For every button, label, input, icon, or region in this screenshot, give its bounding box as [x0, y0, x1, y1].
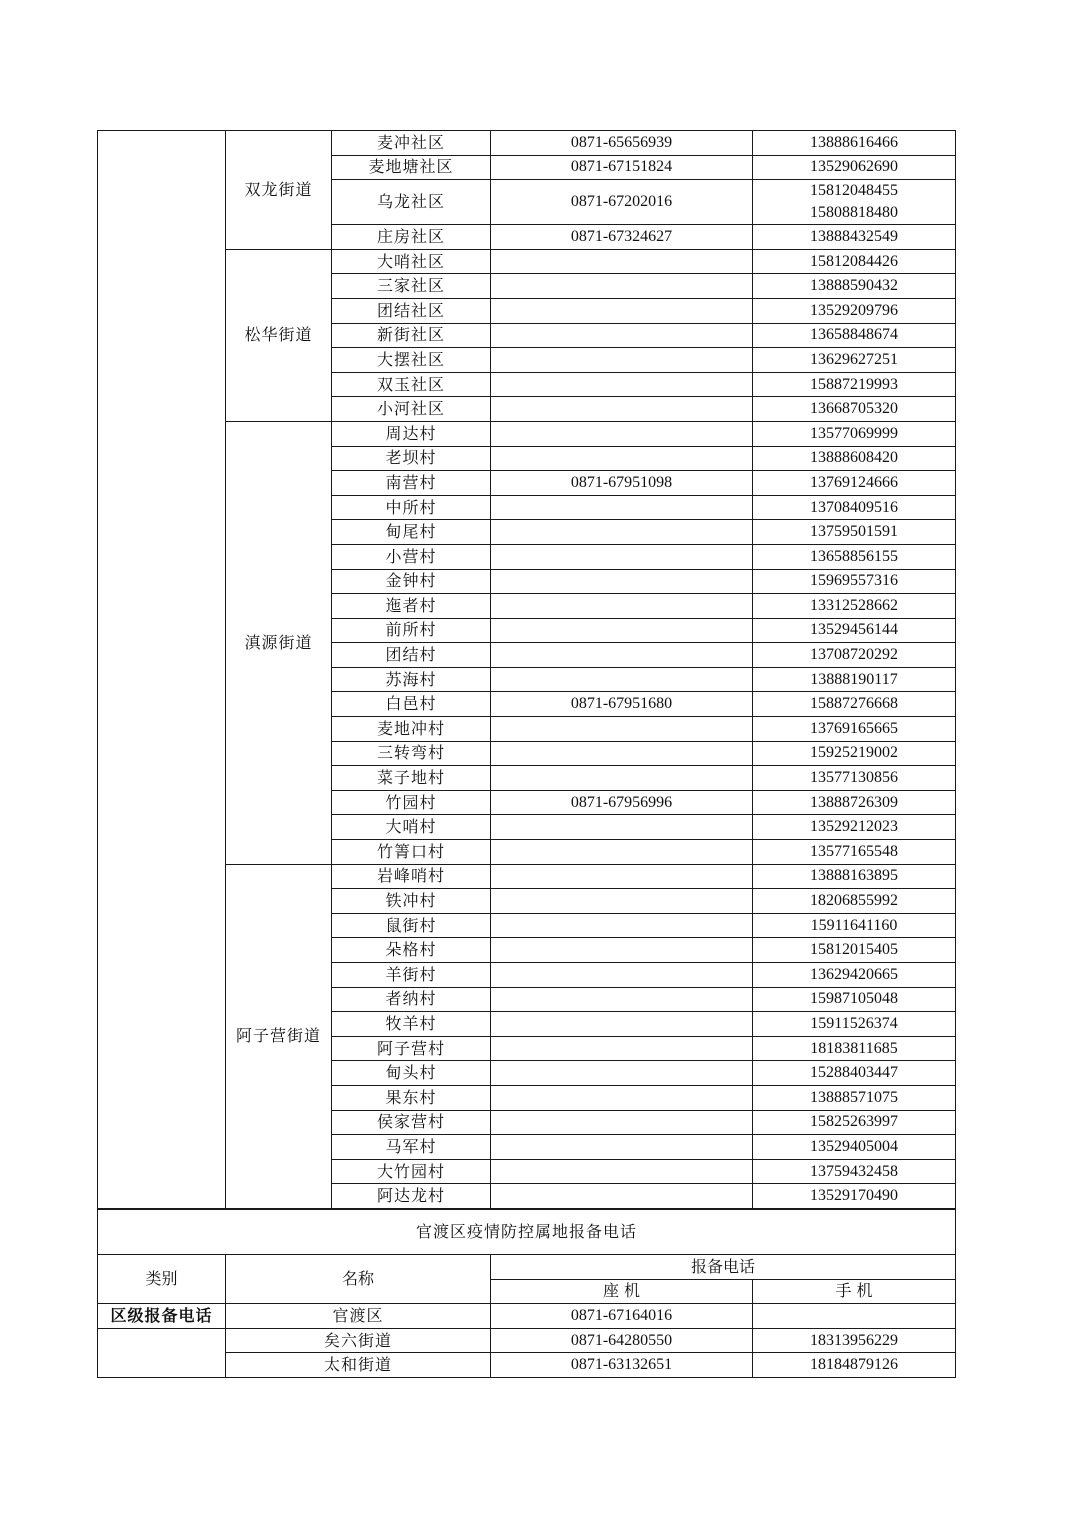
- community-name: 南营村: [332, 471, 491, 496]
- mobile-number: [753, 815, 956, 840]
- community-name: 白邑村: [332, 692, 491, 717]
- mobile-number: [753, 643, 956, 668]
- mobile-number: [753, 225, 956, 250]
- community-name: 铁冲村: [332, 889, 491, 914]
- table-row: [98, 864, 956, 889]
- mobile-number: [753, 421, 956, 446]
- landline-number: [491, 667, 753, 692]
- landline-number: [491, 987, 753, 1012]
- mobile-number-line: 13769165665: [810, 719, 898, 737]
- mobile-number: [753, 569, 956, 594]
- mobile-number-line: 13629420665: [810, 965, 898, 983]
- community-name: 甸尾村: [332, 520, 491, 545]
- community-name: 鼠街村: [332, 913, 491, 938]
- landline-number: [491, 643, 753, 668]
- landline-number: [491, 372, 753, 397]
- mobile-number-line: 13312528662: [810, 596, 898, 614]
- mobile-number: [753, 274, 956, 299]
- mobile-number: [753, 913, 956, 938]
- landline-number: [491, 249, 753, 274]
- community-name: 侯家营村: [332, 1110, 491, 1135]
- landline-number: [491, 1085, 753, 1110]
- community-name: 金钟村: [332, 569, 491, 594]
- mobile-number: [753, 1135, 956, 1160]
- community-name: 者纳村: [332, 987, 491, 1012]
- mobile-number: [753, 1184, 956, 1209]
- landline-number: [491, 544, 753, 569]
- landline-number: [491, 864, 753, 889]
- mobile-number-line: 15288403447: [810, 1064, 898, 1082]
- mobile-number: [753, 348, 956, 373]
- landline-number: [491, 1184, 753, 1209]
- community-name: 小营村: [332, 544, 491, 569]
- street-name: 双龙街道: [226, 131, 332, 250]
- mobile-number: [753, 987, 956, 1012]
- mobile-number-line: 15925219002: [810, 744, 898, 762]
- community-name: 麦冲社区: [332, 131, 491, 156]
- landline-number: [491, 1110, 753, 1135]
- mobile-number-line: 18183811685: [810, 1039, 898, 1057]
- community-name: 甸头村: [332, 1061, 491, 1086]
- mobile-number: [753, 1159, 956, 1184]
- landline-number: 0871-67951680: [491, 692, 753, 717]
- district-name: 官渡区: [226, 1304, 491, 1329]
- mobile-number-line: 15808818480: [810, 204, 898, 222]
- community-name: 周达村: [332, 421, 491, 446]
- community-name: 迤者村: [332, 594, 491, 619]
- district-category: 区级报备电话: [98, 1304, 226, 1329]
- mobile-number-line: 13759501591: [810, 523, 898, 541]
- mobile-number-line: 13888726309: [810, 793, 898, 811]
- landline-number: [491, 1036, 753, 1061]
- mobile-number-line: 13668705320: [810, 400, 898, 418]
- landline-number: [491, 717, 753, 742]
- landline-number: [491, 938, 753, 963]
- mobile-number-line: 13708720292: [810, 646, 898, 664]
- landline-number: 0871-67951098: [491, 471, 753, 496]
- landline-number: [491, 520, 753, 545]
- community-name: 麦地塘社区: [332, 155, 491, 180]
- street-name: 太和街道: [226, 1353, 491, 1378]
- mobile-number: [753, 1110, 956, 1135]
- street-landline: 0871-63132651: [491, 1353, 753, 1378]
- street-name: 矣六街道: [226, 1328, 491, 1353]
- landline-number: [491, 348, 753, 373]
- mobile-number-line: 13888590432: [810, 277, 898, 295]
- landline-number: [491, 1135, 753, 1160]
- mobile-number-line: 13529212023: [810, 818, 898, 836]
- landline-number: [491, 815, 753, 840]
- landline-number: [491, 1061, 753, 1086]
- mobile-number: [753, 471, 956, 496]
- mobile-number-line: 15825263997: [810, 1113, 898, 1131]
- community-name: 双玉社区: [332, 372, 491, 397]
- landline-number: [491, 840, 753, 865]
- mobile-number: [753, 131, 956, 156]
- mobile-number-line: 13888190117: [810, 670, 898, 688]
- mobile-number-line: 18206855992: [810, 892, 898, 910]
- street-name: 松华街道: [226, 249, 332, 421]
- mobile-number: [753, 938, 956, 963]
- mobile-number-line: 15887276668: [810, 695, 898, 713]
- community-name: 阿子营村: [332, 1036, 491, 1061]
- header-name: 名称: [226, 1255, 491, 1304]
- landline-number: [491, 1012, 753, 1037]
- community-name: 阿达龙村: [332, 1184, 491, 1209]
- landline-number: [491, 495, 753, 520]
- mobile-number: [753, 249, 956, 274]
- mobile-number: [753, 446, 956, 471]
- table-title-row: [98, 1210, 956, 1255]
- header-mobile: 手 机: [753, 1279, 956, 1304]
- landline-number: [491, 421, 753, 446]
- landline-number: [491, 913, 753, 938]
- landline-number: [491, 298, 753, 323]
- mobile-number: [753, 766, 956, 791]
- mobile-number: [753, 667, 956, 692]
- landline-number: 0871-65656939: [491, 131, 753, 156]
- mobile-number: [753, 397, 956, 422]
- community-name: 大摆社区: [332, 348, 491, 373]
- mobile-number-line: 13577130856: [810, 769, 898, 787]
- mobile-number-line: 13769124666: [810, 473, 898, 491]
- mobile-number-line: 13529405004: [810, 1137, 898, 1155]
- district-mobile: [753, 1304, 956, 1329]
- mobile-number: [753, 1036, 956, 1061]
- mobile-number: [753, 298, 956, 323]
- community-name: 大竹园村: [332, 1159, 491, 1184]
- mobile-number: [753, 180, 956, 225]
- street-landline: 0871-64280550: [491, 1328, 753, 1353]
- mobile-number: [753, 692, 956, 717]
- table-row: [98, 1328, 956, 1353]
- mobile-number-line: 13529062690: [810, 158, 898, 176]
- mobile-number: [753, 1085, 956, 1110]
- mobile-number-line: 13888608420: [810, 449, 898, 467]
- community-name: 乌龙社区: [332, 180, 491, 225]
- community-name: 菜子地村: [332, 766, 491, 791]
- community-name: 苏海村: [332, 667, 491, 692]
- mobile-number-line: 15887219993: [810, 375, 898, 393]
- community-name: 朵格村: [332, 938, 491, 963]
- district-row: [98, 1304, 956, 1329]
- mobile-number-line: 13629627251: [810, 350, 898, 368]
- mobile-number-line: 13888163895: [810, 867, 898, 885]
- landline-number: [491, 323, 753, 348]
- community-name: 庄房社区: [332, 225, 491, 250]
- mobile-number-line: 13888616466: [810, 133, 898, 151]
- category-cell: [98, 131, 226, 1209]
- header-landline: 座 机: [491, 1279, 753, 1304]
- header-phone: 报备电话: [491, 1255, 956, 1280]
- community-name: 大哨社区: [332, 249, 491, 274]
- mobile-number-line: 13708409516: [810, 498, 898, 516]
- village-contacts-table: [97, 130, 956, 1209]
- landline-number: [491, 741, 753, 766]
- mobile-number: [753, 864, 956, 889]
- landline-number: [491, 446, 753, 471]
- mobile-number-line: 13529456144: [810, 621, 898, 639]
- community-name: 团结村: [332, 643, 491, 668]
- header-category: 类别: [98, 1255, 226, 1304]
- mobile-number: [753, 963, 956, 988]
- mobile-number: [753, 323, 956, 348]
- mobile-number: [753, 155, 956, 180]
- mobile-number-line: 15987105048: [810, 990, 898, 1008]
- table-row: [98, 131, 956, 156]
- mobile-number: [753, 1012, 956, 1037]
- mobile-number: [753, 520, 956, 545]
- mobile-number: [753, 741, 956, 766]
- mobile-number: [753, 1061, 956, 1086]
- mobile-number-line: 13577069999: [810, 424, 898, 442]
- table-row: [98, 1353, 956, 1378]
- community-name: 中所村: [332, 495, 491, 520]
- landline-number: [491, 569, 753, 594]
- mobile-number: [753, 618, 956, 643]
- mobile-number-line: 15812084426: [810, 252, 898, 270]
- community-name: 竹箐口村: [332, 840, 491, 865]
- mobile-number: [753, 889, 956, 914]
- table-row: [98, 421, 956, 446]
- community-name: 三转弯村: [332, 741, 491, 766]
- header-row: [98, 1255, 956, 1280]
- mobile-number-line: 13577165548: [810, 842, 898, 860]
- community-name: 马军村: [332, 1135, 491, 1160]
- landline-number: [491, 766, 753, 791]
- mobile-number-line: 15812015405: [810, 941, 898, 959]
- landline-number: [491, 274, 753, 299]
- landline-number: 0871-67202016: [491, 180, 753, 225]
- community-name: 羊街村: [332, 963, 491, 988]
- mobile-number: [753, 544, 956, 569]
- landline-number: [491, 397, 753, 422]
- street-name: 阿子营街道: [226, 864, 332, 1208]
- mobile-number: [753, 790, 956, 815]
- district-landline: 0871-67164016: [491, 1304, 753, 1329]
- community-name: 新街社区: [332, 323, 491, 348]
- community-name: 三家社区: [332, 274, 491, 299]
- mobile-number-line: 15812048455: [810, 182, 898, 200]
- landline-number: 0871-67956996: [491, 790, 753, 815]
- community-name: 团结社区: [332, 298, 491, 323]
- street-mobile: 18184879126: [753, 1353, 956, 1378]
- landline-number: [491, 1159, 753, 1184]
- landline-number: 0871-67151824: [491, 155, 753, 180]
- community-name: 竹园村: [332, 790, 491, 815]
- table-row: [98, 249, 956, 274]
- community-name: 果东村: [332, 1085, 491, 1110]
- landline-number: [491, 963, 753, 988]
- mobile-number-line: 15911641160: [810, 916, 898, 934]
- mobile-number-line: 13529170490: [810, 1187, 898, 1205]
- street-category-cell: [98, 1328, 226, 1377]
- community-name: 老坝村: [332, 446, 491, 471]
- mobile-number-line: 15969557316: [810, 572, 898, 590]
- community-name: 前所村: [332, 618, 491, 643]
- mobile-number-line: 13529209796: [810, 301, 898, 319]
- table-title: 官渡区疫情防控属地报备电话: [98, 1210, 956, 1255]
- mobile-number-line: 13888571075: [810, 1088, 898, 1106]
- mobile-number-line: 13658856155: [810, 547, 898, 565]
- community-name: 麦地冲村: [332, 717, 491, 742]
- community-name: 大哨村: [332, 815, 491, 840]
- mobile-number: [753, 594, 956, 619]
- mobile-number: [753, 717, 956, 742]
- landline-number: [491, 889, 753, 914]
- mobile-number: [753, 372, 956, 397]
- mobile-number-line: 13888432549: [810, 227, 898, 245]
- landline-number: 0871-67324627: [491, 225, 753, 250]
- community-name: 岩峰哨村: [332, 864, 491, 889]
- mobile-number-line: 13658848674: [810, 326, 898, 344]
- mobile-number: [753, 840, 956, 865]
- street-name: 滇源街道: [226, 421, 332, 864]
- community-name: 牧羊村: [332, 1012, 491, 1037]
- landline-number: [491, 618, 753, 643]
- street-mobile: 18313956229: [753, 1328, 956, 1353]
- guandu-contacts-table: [97, 1209, 956, 1378]
- mobile-number-line: 15911526374: [810, 1014, 898, 1032]
- mobile-number-line: 13759432458: [810, 1162, 898, 1180]
- landline-number: [491, 594, 753, 619]
- mobile-number: [753, 495, 956, 520]
- community-name: 小河社区: [332, 397, 491, 422]
